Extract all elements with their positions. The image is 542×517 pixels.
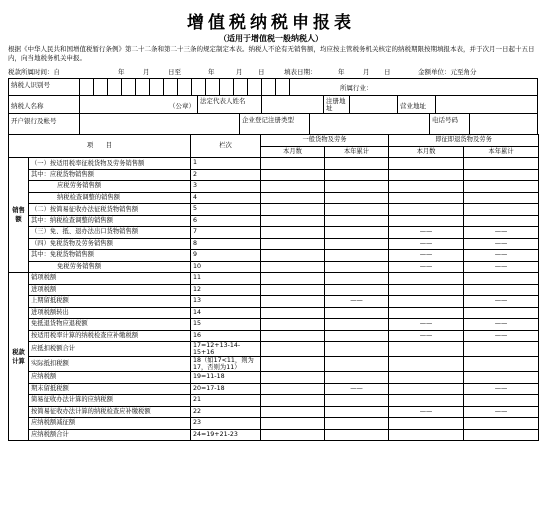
refund-year-total-cell: —— <box>464 296 539 308</box>
row-label: 其中：纳税检查调整的销售额 <box>29 215 191 227</box>
general-this-month-cell[interactable] <box>261 342 325 357</box>
general-year-total-cell[interactable] <box>325 250 389 262</box>
general-this-month-cell[interactable] <box>261 383 325 395</box>
row-line-number: 15 <box>191 319 261 331</box>
general-year-total-cell[interactable] <box>325 284 389 296</box>
general-year-total-cell[interactable] <box>325 238 389 250</box>
general-year-total-cell[interactable] <box>325 429 389 441</box>
general-year-total-cell[interactable] <box>325 357 389 372</box>
general-this-month-cell[interactable] <box>261 204 325 216</box>
general-year-total-cell[interactable] <box>325 158 389 170</box>
business-address-label: 营业地址 <box>397 96 435 113</box>
general-this-month-cell[interactable] <box>261 357 325 372</box>
period-line <box>8 67 536 76</box>
row-line-number: 6 <box>191 215 261 227</box>
taxpayer-name-label: 纳税人名称 <box>11 102 44 110</box>
table-row <box>9 383 539 395</box>
taxpayer-id-label: 纳税人识别号 <box>11 81 50 89</box>
table-row <box>9 169 539 181</box>
table-row <box>9 261 539 273</box>
general-this-month-cell[interactable] <box>261 296 325 308</box>
general-this-month-cell[interactable] <box>261 429 325 441</box>
id-box[interactable] <box>79 79 93 95</box>
row-label: 免税劳务销售额 <box>29 261 191 273</box>
refund-this-month-cell: —— <box>389 227 464 239</box>
table-row <box>9 227 539 239</box>
table-row <box>9 204 539 216</box>
refund-year-total-cell[interactable] <box>464 357 539 372</box>
seal-label: （公章） <box>79 96 197 113</box>
row-label: 应纳税额合计 <box>29 429 191 441</box>
row-line-number: 21 <box>191 395 261 407</box>
period-year-2: 年 <box>208 68 215 76</box>
table-row <box>9 181 539 193</box>
refund-this-month-cell[interactable] <box>389 357 464 372</box>
table-row <box>9 307 539 319</box>
period-month-1: 月 <box>143 68 150 76</box>
general-this-month-cell[interactable] <box>261 284 325 296</box>
table-row <box>9 406 539 418</box>
id-box[interactable] <box>233 79 247 95</box>
group-sales-label: 销售额 <box>9 158 29 273</box>
general-year-total-cell[interactable] <box>325 181 389 193</box>
refund-this-month-cell[interactable] <box>389 273 464 285</box>
general-this-month-cell[interactable] <box>261 181 325 193</box>
header-row-name <box>8 95 538 113</box>
reg-address-label: 注册地址 <box>323 96 349 113</box>
row-line-number: 11 <box>191 273 261 285</box>
form-subtitle: （适用于增值税一般纳税人） <box>219 34 323 43</box>
general-this-month-cell[interactable] <box>261 250 325 262</box>
row-label: 其中：应税货物销售额 <box>29 169 191 181</box>
id-box[interactable] <box>191 79 205 95</box>
refund-this-month-cell: —— <box>389 319 464 331</box>
refund-this-month-cell[interactable] <box>389 307 464 319</box>
table-row <box>9 395 539 407</box>
refund-year-total-cell: —— <box>464 227 539 239</box>
bank-account-label: 开户银行及帐号 <box>11 117 57 125</box>
row-line-number: 4 <box>191 192 261 204</box>
row-label: （三）免、抵、退办法出口货物销售额 <box>29 227 191 239</box>
general-year-total-cell[interactable] <box>325 319 389 331</box>
group-tax-calc-label: 税款计算 <box>9 273 29 441</box>
row-line-number: 20=17-18 <box>191 383 261 395</box>
row-label: 应抵扣税额合计 <box>29 342 191 357</box>
refund-goods-header: 即征即退货物及劳务 <box>389 135 539 147</box>
fill-day: 日 <box>384 68 391 76</box>
row-label: （四）免税货物及劳务销售额 <box>29 238 191 250</box>
row-label: 简易征收办法计算的应纳税额 <box>29 395 191 407</box>
refund-year-total-cell[interactable] <box>464 342 539 357</box>
table-row <box>9 429 539 441</box>
row-line-number: 19=11-18 <box>191 372 261 384</box>
row-label: 应纳税额 <box>29 372 191 384</box>
row-label: 按简易征收办法计算的纳税检查应补缴税额 <box>29 406 191 418</box>
legal-rep-label: 法定代表人姓名 <box>197 96 261 113</box>
period-day-to: 日至 <box>168 68 181 76</box>
refund-year-total-cell: —— <box>464 319 539 331</box>
refund-year-total-cell: —— <box>464 406 539 418</box>
fill-month: 月 <box>363 68 370 76</box>
row-line-number: 5 <box>191 204 261 216</box>
id-box[interactable] <box>275 79 289 95</box>
row-label: 免抵退货物应退税额 <box>29 319 191 331</box>
refund-year-total-header: 本年累计 <box>464 146 539 158</box>
table-row <box>9 342 539 357</box>
refund-this-month-cell[interactable] <box>389 395 464 407</box>
general-this-month-cell[interactable] <box>261 372 325 384</box>
table-row <box>9 357 539 372</box>
table-row <box>9 215 539 227</box>
table-row <box>9 250 539 262</box>
table-row <box>9 273 539 285</box>
refund-this-month-cell[interactable] <box>389 372 464 384</box>
row-label: 纳税检查调整的销售额 <box>29 192 191 204</box>
id-box[interactable] <box>219 79 233 95</box>
refund-year-total-cell[interactable] <box>464 204 539 216</box>
table-row <box>9 330 539 342</box>
id-box[interactable] <box>247 79 261 95</box>
general-year-total-cell[interactable] <box>325 330 389 342</box>
general-this-month-cell[interactable] <box>261 261 325 273</box>
refund-this-month-cell[interactable] <box>389 215 464 227</box>
general-year-total-cell[interactable] <box>325 261 389 273</box>
general-year-total-cell[interactable] <box>325 342 389 357</box>
refund-year-total-cell[interactable] <box>464 307 539 319</box>
refund-year-total-cell[interactable] <box>464 372 539 384</box>
row-label: 应纳税额减征额 <box>29 418 191 430</box>
period-day: 日 <box>258 68 265 76</box>
row-line-number: 9 <box>191 250 261 262</box>
row-line-number: 7 <box>191 227 261 239</box>
header-row-taxpayer-id <box>8 78 538 95</box>
table-row <box>9 296 539 308</box>
row-line-number: 3 <box>191 181 261 193</box>
id-box[interactable] <box>205 79 219 95</box>
row-line-number: 23 <box>191 418 261 430</box>
table-row <box>9 192 539 204</box>
declaration-table <box>8 134 539 441</box>
row-line-number: 18（如17<11，则为17，否则为11） <box>191 357 261 372</box>
refund-this-month-cell[interactable] <box>389 284 464 296</box>
row-label: （二）按简易征收办法征税货物销售额 <box>29 204 191 216</box>
refund-year-total-cell[interactable] <box>464 429 539 441</box>
id-box[interactable] <box>177 79 191 95</box>
general-this-month-cell[interactable] <box>261 418 325 430</box>
table-row <box>9 284 539 296</box>
refund-year-total-cell: —— <box>464 261 539 273</box>
row-line-number: 2 <box>191 169 261 181</box>
bank-account-field[interactable] <box>79 114 239 134</box>
reg-type-label: 企业登记注册类型 <box>239 114 309 134</box>
id-box[interactable] <box>149 79 163 95</box>
period-year-1: 年 <box>118 68 125 76</box>
general-this-month-cell[interactable] <box>261 307 325 319</box>
row-line-number: 8 <box>191 238 261 250</box>
period-month-2: 月 <box>236 68 243 76</box>
phone-field[interactable] <box>469 114 537 134</box>
refund-year-total-cell[interactable] <box>464 418 539 430</box>
general-this-month-cell[interactable] <box>261 238 325 250</box>
refund-year-total-cell[interactable] <box>464 395 539 407</box>
table-row <box>9 372 539 384</box>
refund-year-total-cell[interactable] <box>464 158 539 170</box>
general-this-month-cell[interactable] <box>261 406 325 418</box>
refund-this-month-cell[interactable] <box>389 383 464 395</box>
row-label: 其中：免税货物销售额 <box>29 250 191 262</box>
refund-this-month-cell[interactable] <box>389 429 464 441</box>
row-line-number: 10 <box>191 261 261 273</box>
row-line-number: 16 <box>191 330 261 342</box>
general-year-total-cell: —— <box>325 383 389 395</box>
unit-label: 金额单位：元至角分 <box>418 68 477 76</box>
refund-this-month-cell[interactable] <box>389 169 464 181</box>
general-year-total-cell[interactable] <box>325 227 389 239</box>
general-year-total-cell[interactable] <box>325 215 389 227</box>
row-label: 实际抵扣税额 <box>29 357 191 372</box>
general-year-total-cell[interactable] <box>325 418 389 430</box>
item-header: 项 目 <box>9 135 191 158</box>
general-this-month-cell[interactable] <box>261 215 325 227</box>
fill-date-label: 填表日期： <box>284 68 317 76</box>
table-row <box>9 418 539 430</box>
general-year-total-cell[interactable] <box>325 395 389 407</box>
refund-this-month-cell[interactable] <box>389 342 464 357</box>
table-row <box>9 319 539 331</box>
row-line-number: 22 <box>191 406 261 418</box>
header-row-bank <box>8 113 538 134</box>
general-year-total-cell[interactable] <box>325 192 389 204</box>
refund-year-total-cell: —— <box>464 383 539 395</box>
form-intro: 根据《中华人民共和国增值税暂行条例》第二十二条和第二十三条的规定制定本表。纳税人不论有无销售额，均应按主管税务机关核定的纳税期限按期填报本表，并于次月一日起十五日内，向当地税务机关申报。 <box>8 45 535 62</box>
refund-year-total-cell[interactable] <box>464 215 539 227</box>
refund-this-month-cell: —— <box>389 261 464 273</box>
general-year-total-cell[interactable] <box>325 273 389 285</box>
general-year-total-cell[interactable] <box>325 307 389 319</box>
refund-year-total-cell[interactable] <box>464 192 539 204</box>
refund-this-month-cell[interactable] <box>389 158 464 170</box>
refund-year-total-cell[interactable] <box>464 273 539 285</box>
refund-this-month-cell[interactable] <box>389 296 464 308</box>
legal-rep-field[interactable] <box>261 96 323 113</box>
row-label: 上期留抵税额 <box>29 296 191 308</box>
phone-label: 电话号码 <box>429 114 469 134</box>
refund-this-month-cell: —— <box>389 406 464 418</box>
row-line-number: 24=19+21-23 <box>191 429 261 441</box>
line-header: 栏次 <box>191 135 261 158</box>
row-label: （一）按适用税率征税货物及劳务销售额 <box>29 158 191 170</box>
refund-this-month-cell[interactable] <box>389 192 464 204</box>
refund-this-month-cell: —— <box>389 330 464 342</box>
row-label: 按适用税率计算的纳税检查应补缴税额 <box>29 330 191 342</box>
id-box[interactable] <box>121 79 135 95</box>
id-box[interactable] <box>93 79 107 95</box>
refund-year-total-cell[interactable] <box>464 181 539 193</box>
row-line-number: 14 <box>191 307 261 319</box>
id-box[interactable] <box>107 79 121 95</box>
refund-this-month-cell[interactable] <box>389 418 464 430</box>
row-label: 进项税额转出 <box>29 307 191 319</box>
refund-year-total-cell: —— <box>464 330 539 342</box>
row-line-number: 13 <box>191 296 261 308</box>
industry-label: 所属行业： <box>289 79 537 95</box>
id-box[interactable] <box>163 79 177 95</box>
general-this-month-cell[interactable] <box>261 273 325 285</box>
row-label: 期末留抵税额 <box>29 383 191 395</box>
id-box[interactable] <box>261 79 275 95</box>
row-line-number: 12 <box>191 284 261 296</box>
general-this-month-cell[interactable] <box>261 169 325 181</box>
table-row <box>9 238 539 250</box>
refund-this-month-cell: —— <box>389 238 464 250</box>
column-header-row-1 <box>9 135 539 147</box>
refund-this-month-cell[interactable] <box>389 204 464 216</box>
general-year-total-cell: —— <box>325 296 389 308</box>
refund-this-month-header: 本月数 <box>389 146 464 158</box>
id-box[interactable] <box>135 79 149 95</box>
row-label: 进项税额 <box>29 284 191 296</box>
refund-year-total-cell[interactable] <box>464 284 539 296</box>
general-year-total-cell[interactable] <box>325 169 389 181</box>
period-label: 税款所属时间：自 <box>8 68 60 76</box>
form-title: 增值税纳税申报表 <box>187 13 355 33</box>
general-this-month-header: 本月数 <box>261 146 325 158</box>
general-this-month-cell[interactable] <box>261 227 325 239</box>
row-line-number: 1 <box>191 158 261 170</box>
row-line-number: 17=12+13-14-15+16 <box>191 342 261 357</box>
general-this-month-cell[interactable] <box>261 319 325 331</box>
general-goods-header: 一般货物及劳务 <box>261 135 389 147</box>
general-this-month-cell[interactable] <box>261 395 325 407</box>
refund-year-total-cell[interactable] <box>464 169 539 181</box>
reg-address-field[interactable] <box>349 96 397 113</box>
business-address-field[interactable] <box>435 96 537 113</box>
refund-this-month-cell[interactable] <box>389 181 464 193</box>
general-year-total-header: 本年累计 <box>325 146 389 158</box>
refund-year-total-cell: —— <box>464 238 539 250</box>
general-year-total-cell[interactable] <box>325 406 389 418</box>
refund-year-total-cell: —— <box>464 250 539 262</box>
general-year-total-cell[interactable] <box>325 204 389 216</box>
general-year-total-cell[interactable] <box>325 372 389 384</box>
general-this-month-cell[interactable] <box>261 330 325 342</box>
table-row <box>9 158 539 170</box>
general-this-month-cell[interactable] <box>261 158 325 170</box>
row-label: 销项税额 <box>29 273 191 285</box>
refund-this-month-cell: —— <box>389 250 464 262</box>
general-this-month-cell[interactable] <box>261 192 325 204</box>
row-label: 应税劳务销售额 <box>29 181 191 193</box>
reg-type-field[interactable] <box>309 114 429 134</box>
fill-year: 年 <box>338 68 345 76</box>
